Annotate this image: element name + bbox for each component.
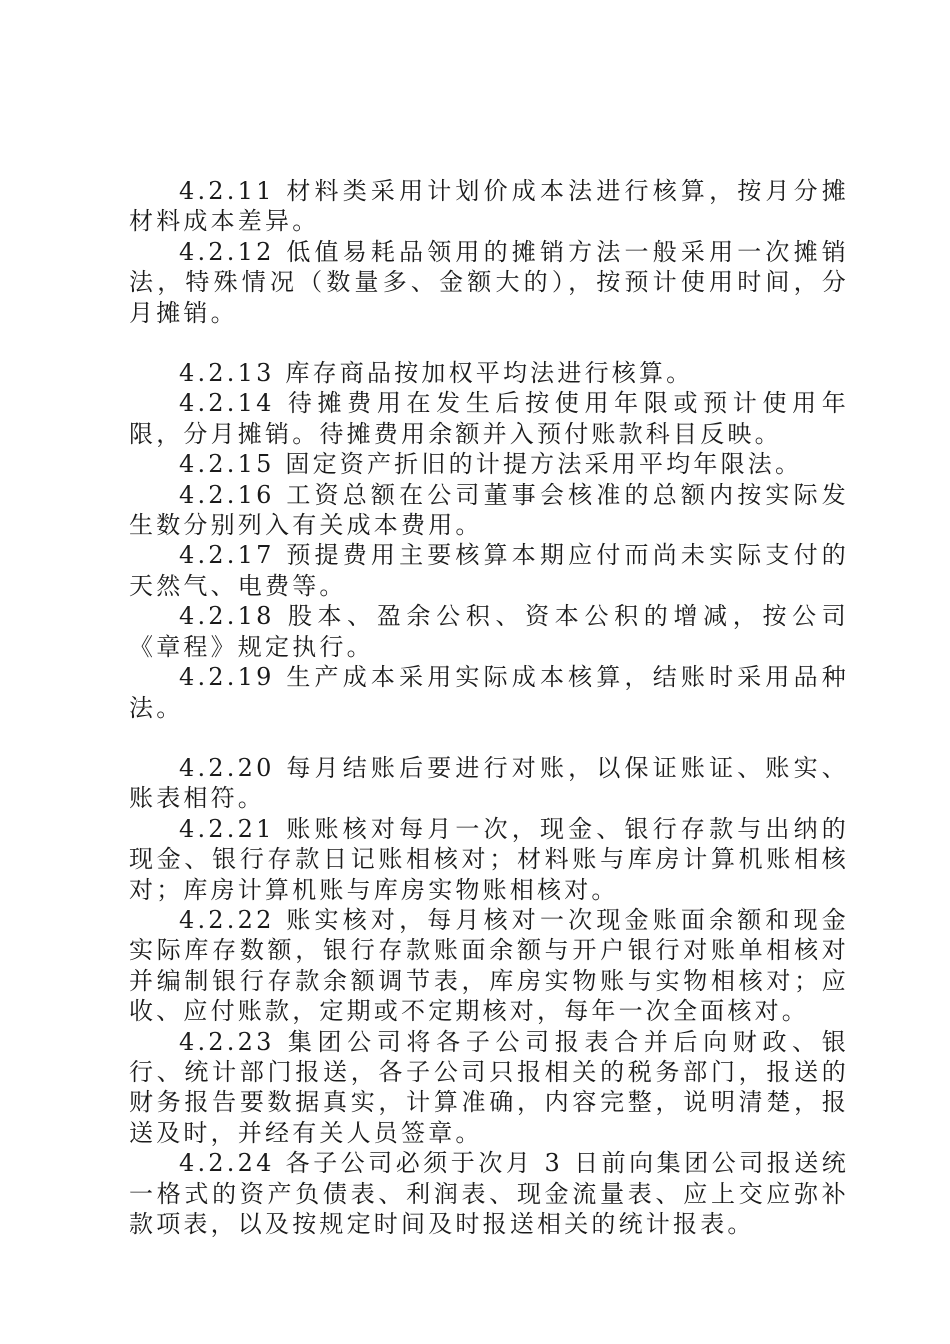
paragraph-4-2-23: 4.2.23 集团公司将各子公司报表合并后向财政、银行、统计部门报送，各子公司只报相关的税务部门，报送的财务报告要数据真实，计算准确，内容完整，说明清楚，报送及时，并经有关人员签章。 xyxy=(129,1027,849,1147)
paragraph-4-2-16: 4.2.16 工资总额在公司董事会核准的总额内按实际发生数分别列入有关成本费用。 xyxy=(129,480,849,540)
paragraph-4-2-17: 4.2.17 预提费用主要核算本期应付而尚未实际支付的天然气、电费等。 xyxy=(129,541,849,600)
paragraph-4-2-13: 4.2.13 库存商品按加权平均法进行核算。 xyxy=(179,359,694,388)
paragraph-4-2-22: 4.2.22 账实核对，每月核对一次现金账面余额和现金实际库存数额，银行存款账面余额与开户银行对账单相核对并编制银行存款余额调节表，库房实物账与实物相核对；应收、应付账款，定期或不定期核对，每年一次全面核对。 xyxy=(129,905,849,1026)
paragraph-4-2-11: 4.2.11 材料类采用计划价成本法进行核算，按月分摊材料成本差异。 xyxy=(129,177,849,236)
document-body xyxy=(129,176,849,1239)
paragraph-4-2-12: 4.2.12 低值易耗品领用的摊销方法一般采用一次摊销法，特殊情况（数量多、金额大的），按预计使用时间，分月摊销。 xyxy=(129,237,849,327)
paragraph-4-2-21: 4.2.21 账账核对每月一次，现金、银行存款与出纳的现金、银行存款日记账相核对；材料账与库房计算机账相核对；库房计算机账与库房实物账相核对。 xyxy=(129,814,849,904)
paragraph-4-2-20: 4.2.20 每月结账后要进行对账，以保证账证、账实、账表相符。 xyxy=(129,753,849,813)
paragraph-4-2-19: 4.2.19 生产成本采用实际成本核算，结账时采用品种法。 xyxy=(129,663,849,722)
paragraph-4-2-14: 4.2.14 待摊费用在发生后按使用年限或预计使用年限，分月摊销。待摊费用余额并入预付账款科目反映。 xyxy=(129,389,849,448)
paragraph-4-2-24: 4.2.24 各子公司必须于次月 3 日前向集团公司报送统一格式的资产负债表、利润表、现金流量表、应上交应弥补款项表，以及按规定时间及时报送相关的统计报表。 xyxy=(129,1149,849,1238)
paragraph-4-2-18: 4.2.18 股本、盈余公积、资本公积的增减，按公司《章程》规定执行。 xyxy=(129,602,849,661)
paragraph-4-2-15: 4.2.15 固定资产折旧的计提方法采用平均年限法。 xyxy=(179,450,803,479)
